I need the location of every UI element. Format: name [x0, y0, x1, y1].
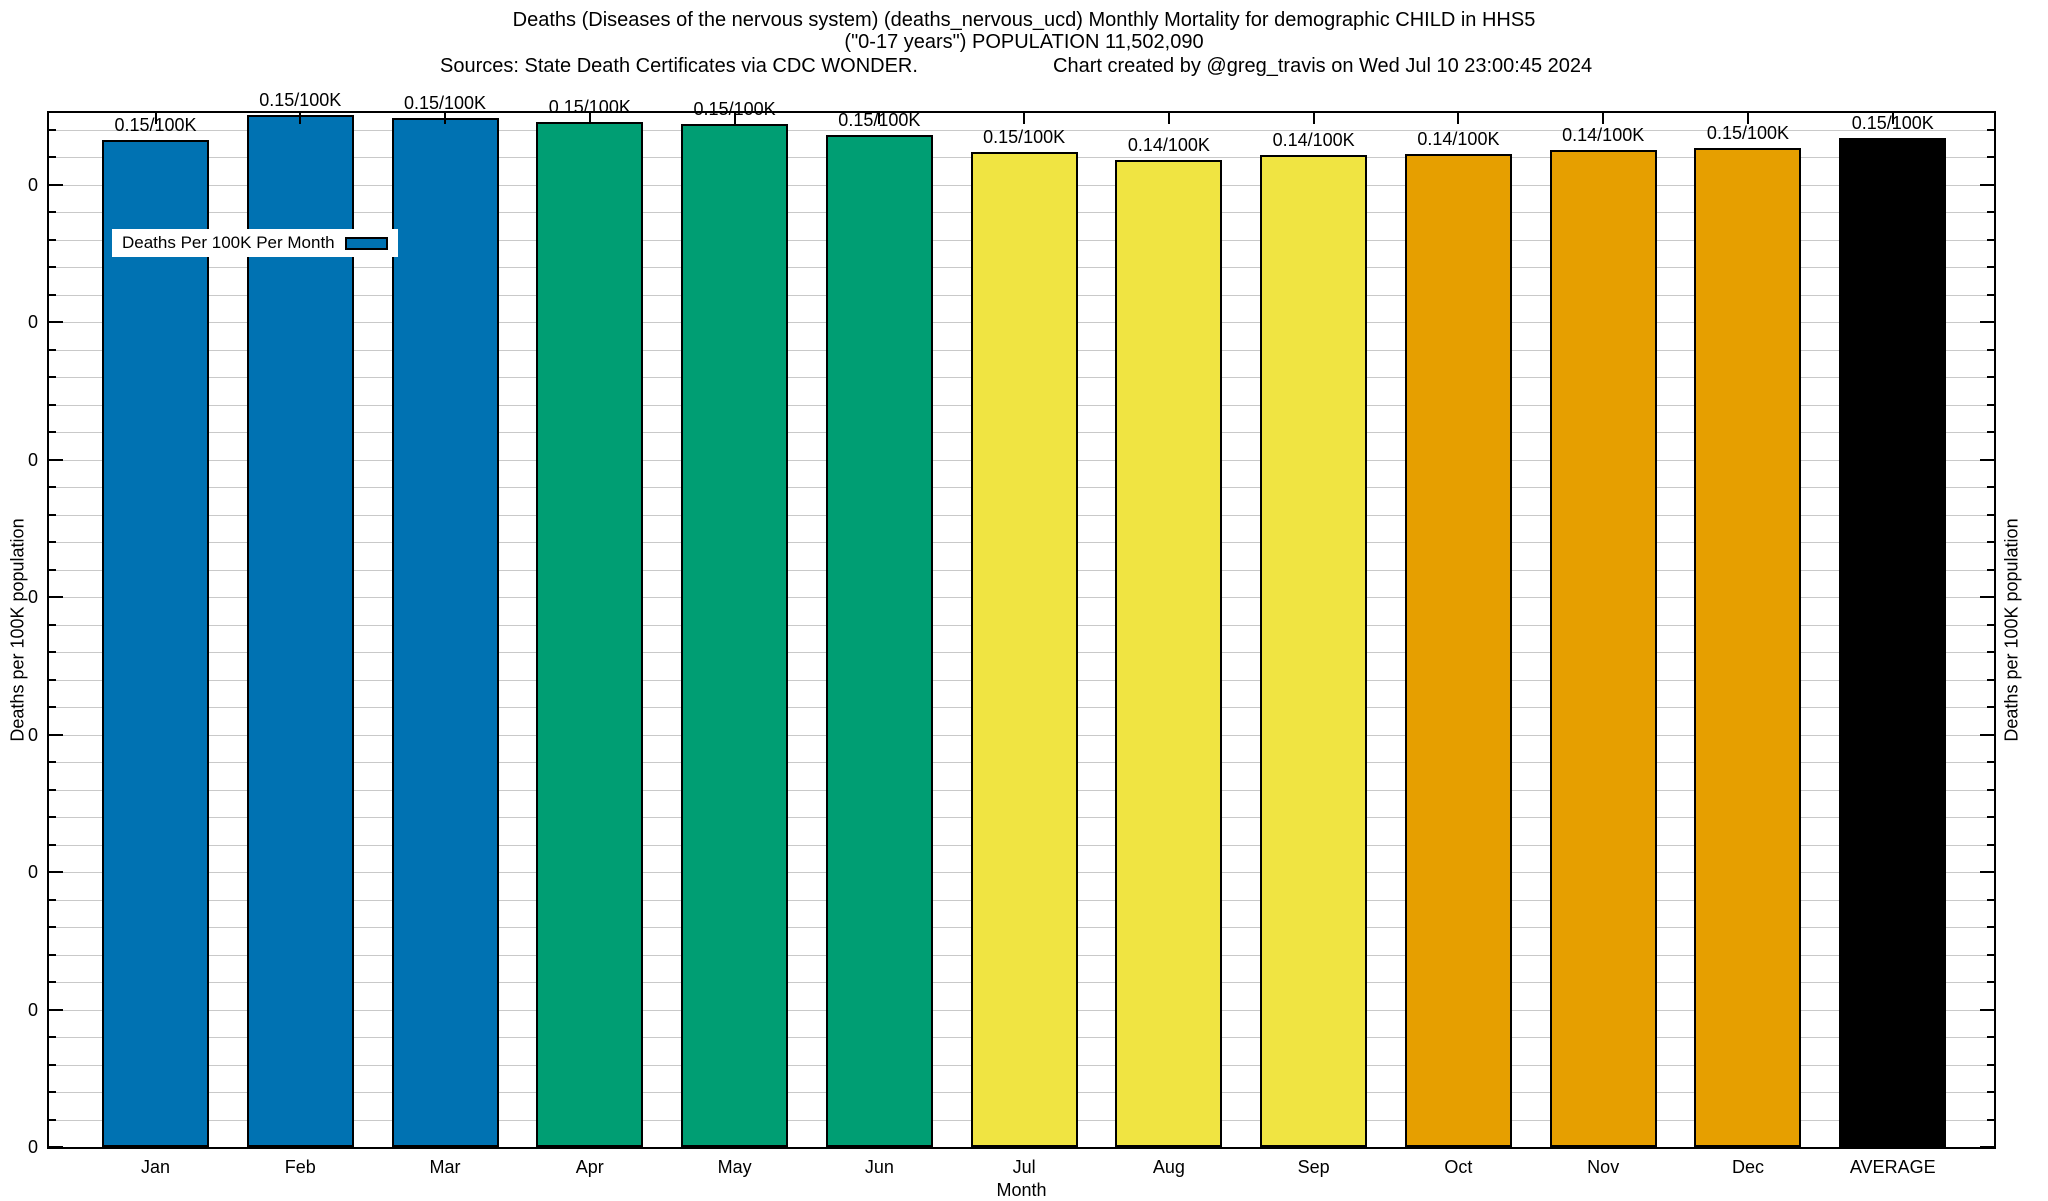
y-tick-mark-right	[1987, 899, 1994, 901]
y-tick-label: 0	[27, 449, 38, 470]
bar-value-label-nov: 0.14/100K	[1562, 125, 1645, 145]
y-tick-mark-right	[1987, 816, 1994, 818]
x-tick-mark-top	[299, 113, 301, 124]
y-tick-mark-left	[49, 679, 56, 681]
y-tick-mark-left	[49, 844, 56, 846]
y-tick-mark-left	[49, 184, 63, 186]
y-tick-mark-right	[1987, 541, 1994, 543]
bar-jul	[971, 152, 1078, 1147]
y-tick-mark-right	[1987, 349, 1994, 351]
y-tick-mark-left	[49, 266, 56, 268]
y-tick-mark-left	[49, 761, 56, 763]
x-tick-label-may: May	[717, 1157, 752, 1177]
y-tick-mark-right	[1980, 321, 1994, 323]
bar-value-label-aug: 0.14/100K	[1127, 135, 1210, 155]
x-tick-label-apr: Apr	[575, 1157, 604, 1177]
legend-swatch-icon	[345, 237, 388, 250]
x-tick-label-average: AVERAGE	[1849, 1157, 1936, 1177]
x-tick-label-dec: Dec	[1731, 1157, 1764, 1177]
chart-sources-note: Sources: State Death Certificates via CDC WONDER.	[440, 55, 918, 77]
y-tick-mark-left	[49, 871, 63, 873]
y-tick-mark-right	[1987, 514, 1994, 516]
y-tick-mark-left	[49, 239, 56, 241]
legend-box	[112, 229, 398, 257]
y-tick-mark-right	[1987, 486, 1994, 488]
bar-mar	[392, 118, 499, 1147]
y-tick-mark-right	[1987, 1091, 1994, 1093]
y-tick-mark-right	[1987, 789, 1994, 791]
x-tick-label-oct: Oct	[1444, 1157, 1473, 1177]
x-tick-label-nov: Nov	[1587, 1157, 1620, 1177]
y-tick-mark-left	[49, 789, 56, 791]
y-tick-mark-right	[1980, 459, 1994, 461]
y-tick-mark-left	[49, 514, 56, 516]
bar-value-label-apr: 0.15/100K	[548, 97, 631, 117]
y-tick-label: 0	[27, 174, 38, 195]
x-tick-label-sep: Sep	[1297, 1157, 1330, 1177]
x-tick-label-jul: Jul	[1012, 1157, 1036, 1177]
y-tick-mark-right	[1980, 734, 1994, 736]
x-tick-label-aug: Aug	[1152, 1157, 1185, 1177]
x-tick-mark-top	[1168, 113, 1170, 124]
y-tick-mark-right	[1980, 871, 1994, 873]
y-tick-label: 0	[27, 312, 38, 332]
y-tick-mark-right	[1987, 294, 1994, 296]
bar-value-label-oct: 0.14/100K	[1417, 129, 1500, 149]
bar-value-label-jul: 0.15/100K	[983, 127, 1066, 147]
x-tick-mark-top	[1023, 113, 1025, 124]
y-tick-mark-left	[49, 651, 56, 653]
x-tick-mark-top	[1602, 113, 1604, 124]
y-tick-mark-left	[49, 816, 56, 818]
y-tick-mark-left	[49, 1119, 56, 1121]
legend-label: Deaths Per 100K Per Month	[122, 233, 335, 252]
y-tick-mark-right	[1987, 679, 1994, 681]
y-axis-label-left: Deaths per 100K population	[7, 518, 28, 742]
y-tick-mark-left	[49, 899, 56, 901]
y-tick-mark-left	[49, 431, 56, 433]
y-tick-label: 0	[27, 999, 38, 1020]
bar-may	[681, 124, 788, 1147]
y-tick-mark-right	[1987, 376, 1994, 378]
y-tick-mark-right	[1987, 926, 1994, 928]
y-tick-mark-left	[49, 624, 56, 626]
y-tick-mark-left	[49, 376, 56, 378]
bar-value-label-average: 0.15/100K	[1851, 113, 1934, 133]
chart-title-line2: ("0-17 years") POPULATION 11,502,090	[844, 31, 1204, 53]
y-tick-mark-right	[1987, 569, 1994, 571]
y-tick-mark-left	[49, 129, 56, 131]
bar-jan	[102, 140, 209, 1147]
bar-value-label-feb: 0.15/100K	[259, 90, 342, 110]
bar-dec	[1694, 148, 1801, 1147]
bar-feb	[247, 115, 354, 1147]
x-tick-label-feb: Feb	[284, 1157, 316, 1177]
bar-average	[1839, 138, 1946, 1147]
y-tick-mark-right	[1987, 1036, 1994, 1038]
y-tick-mark-right	[1987, 1064, 1994, 1066]
y-tick-mark-left	[49, 294, 56, 296]
x-tick-label-jun: Jun	[864, 1157, 894, 1177]
y-tick-mark-left	[49, 926, 56, 928]
x-tick-label-mar: Mar	[429, 1157, 461, 1177]
plot-area	[47, 111, 1996, 1149]
y-tick-mark-left	[49, 541, 56, 543]
y-tick-mark-left	[49, 404, 56, 406]
x-tick-mark-top	[444, 113, 446, 124]
y-tick-mark-right	[1987, 954, 1994, 956]
y-tick-mark-right	[1987, 211, 1994, 213]
y-tick-mark-right	[1987, 706, 1994, 708]
y-tick-mark-left	[49, 734, 63, 736]
x-axis-label: Month	[996, 1180, 1047, 1200]
bar-jun	[826, 135, 933, 1147]
y-axis-label-right: Deaths per 100K population	[2001, 518, 2022, 742]
y-tick-mark-left	[49, 321, 63, 323]
y-tick-mark-right	[1987, 266, 1994, 268]
y-tick-mark-right	[1987, 156, 1994, 158]
y-tick-mark-right	[1980, 1009, 1994, 1011]
y-tick-mark-left	[49, 981, 56, 983]
y-tick-mark-left	[49, 486, 56, 488]
bar-value-label-jun: 0.15/100K	[838, 110, 921, 130]
y-tick-mark-right	[1987, 844, 1994, 846]
y-tick-mark-left	[49, 1091, 56, 1093]
y-tick-mark-left	[49, 156, 56, 158]
y-tick-mark-right	[1987, 404, 1994, 406]
y-tick-mark-left	[49, 954, 56, 956]
y-tick-mark-right	[1987, 761, 1994, 763]
y-tick-mark-right	[1980, 184, 1994, 186]
chart-title-line1: Deaths (Diseases of the nervous system) (deaths_nervous_ucd) Monthly Mortality for demographic CHILD in HHS5	[512, 9, 1536, 31]
y-tick-mark-left	[49, 349, 56, 351]
y-tick-mark-left	[49, 1036, 56, 1038]
bar-value-label-sep: 0.14/100K	[1272, 130, 1355, 150]
y-tick-mark-right	[1987, 981, 1994, 983]
y-tick-mark-left	[49, 569, 56, 571]
bar-oct	[1405, 154, 1512, 1147]
bar-sep	[1260, 155, 1367, 1147]
y-tick-mark-right	[1987, 129, 1994, 131]
y-tick-label: 0	[27, 587, 38, 607]
y-tick-mark-right	[1987, 624, 1994, 626]
x-tick-mark-top	[1313, 113, 1315, 124]
y-tick-mark-left	[49, 706, 56, 708]
y-tick-mark-right	[1987, 239, 1994, 241]
bar-aug	[1115, 160, 1222, 1147]
y-tick-mark-left	[49, 459, 63, 461]
bar-value-label-dec: 0.15/100K	[1706, 123, 1790, 143]
x-tick-label-jan: Jan	[140, 1157, 171, 1177]
bar-nov	[1550, 150, 1657, 1147]
y-tick-mark-left	[49, 211, 56, 213]
y-tick-mark-right	[1980, 1146, 1994, 1148]
y-tick-mark-left	[49, 596, 63, 598]
y-tick-mark-right	[1987, 431, 1994, 433]
y-tick-mark-left	[49, 1064, 56, 1066]
y-tick-label: 0	[27, 724, 38, 745]
bar-value-label-may: 0.15/100K	[693, 99, 776, 119]
bar-value-label-mar: 0.15/100K	[403, 93, 487, 113]
y-tick-mark-right	[1980, 596, 1994, 598]
x-tick-mark-top	[1457, 113, 1459, 124]
y-tick-mark-right	[1987, 1119, 1994, 1121]
y-tick-mark-left	[49, 1009, 63, 1011]
chart-attribution-note: Chart created by @greg_travis on Wed Jul 10 23:00:45 2024	[1053, 55, 1593, 77]
y-tick-mark-left	[49, 1146, 63, 1148]
y-tick-label: 0	[27, 862, 38, 882]
y-tick-mark-right	[1987, 651, 1994, 653]
bar-value-label-jan: 0.15/100K	[114, 115, 197, 135]
bar-apr	[536, 122, 643, 1147]
y-tick-label: 0	[27, 1137, 38, 1157]
